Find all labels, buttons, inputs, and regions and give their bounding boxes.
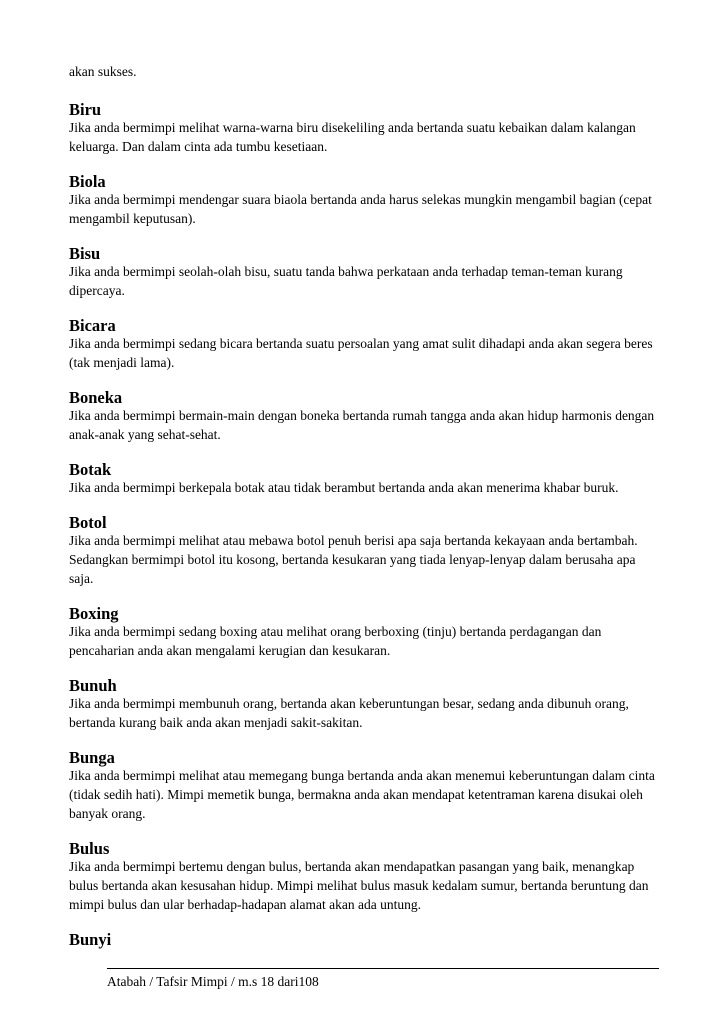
dream-entry: [69, 389, 661, 444]
dream-entry: [69, 749, 661, 823]
entry-title: Bicara: [69, 316, 116, 335]
entry-title: Botol: [69, 513, 107, 532]
entry-title: Bulus: [69, 839, 110, 858]
dream-entry: [69, 840, 661, 914]
intro-text: akan sukses.: [69, 64, 137, 79]
footer-text: Atabah / Tafsir Mimpi / m.s 18 dari108: [107, 974, 319, 989]
entry-title: Boneka: [69, 388, 123, 407]
entry-body: Jika anda bermimpi sedang bicara bertanda suatu persoalan yang amat sulit dihadapi anda akan segera beres (tak menjadi lama).: [69, 336, 653, 370]
entry-title: Biru: [69, 100, 102, 119]
entry-body: Jika anda bermimpi sedang boxing atau melihat orang berboxing (tinju) bertanda perdagangan dan pencaharian anda akan mengalami kerugian dan kesukaran.: [69, 624, 602, 658]
page-footer: [107, 958, 659, 991]
entry-body: Jika anda bermimpi berkepala botak atau tidak berambut bertanda anda akan menerima khabar buruk.: [69, 480, 619, 495]
entry-body: Jika anda bermimpi mendengar suara biaola bertanda anda harus selekas mungkin mengambil bagian (cepat mengambil keputusan).: [69, 192, 652, 226]
entry-body: Jika anda bermimpi melihat atau mebawa botol penuh berisi apa saja bertanda kekayaan anda bertambah. Sedangkan bermimpi botol itu kosong, bertanda kesukaran yang tiada lenyap-lenyap dalam berusaha apa saja.: [69, 533, 638, 586]
page-content: [69, 62, 661, 965]
dream-entry: [69, 605, 661, 660]
dream-entry: [69, 317, 661, 372]
entry-body: Jika anda bermimpi bermain-main dengan boneka bertanda rumah tangga anda akan hidup harmonis dengan anak-anak yang sehat-sehat.: [69, 408, 655, 442]
entry-title: Bisu: [69, 244, 101, 263]
dream-entry: [69, 514, 661, 588]
dream-entry: [69, 173, 661, 228]
entry-body: Jika anda bermimpi melihat warna-warna biru disekeliling anda bertanda suatu kebaikan dalam kalangan keluarga. Dan dalam cinta ada tumbu kesetiaan.: [69, 120, 636, 154]
entry-body: Jika anda bermimpi bertemu dengan bulus, bertanda akan mendapatkan pasangan yang baik, menangkap bulus bertanda akan kesusahan hidup. Mimpi melihat bulus masuk kedalam sumur, bertanda beruntung dan mimpi bulus dan ular berhadap-hadapan alamat akan ada untung.: [69, 859, 649, 912]
entry-title: Biola: [69, 172, 106, 191]
dream-entry: [69, 677, 661, 732]
entry-title: Botak: [69, 460, 112, 479]
entry-body: Jika anda bermimpi melihat atau memegang bunga bertanda anda akan menemui keberuntungan dalam cinta (tidak sedih hati). Mimpi memetik bunga, bermakna anda akan mendapat ketentraman karena disukai oleh banyak orang.: [69, 768, 655, 821]
entry-title: Bunuh: [69, 676, 117, 695]
footer-divider: [107, 968, 659, 969]
entry-title: Bunga: [69, 748, 115, 767]
entry-body: Jika anda bermimpi membunuh orang, bertanda akan keberuntungan besar, sedang anda dibunuh orang, bertanda kurang baik anda akan menjadi sakit-sakitan.: [69, 696, 629, 730]
entry-title: Bunyi: [69, 930, 112, 949]
dream-entry: [69, 461, 661, 497]
dream-entry: [69, 101, 661, 156]
entry-title: Boxing: [69, 604, 119, 623]
dream-entry: [69, 931, 661, 948]
dream-entry: [69, 245, 661, 300]
entry-body: Jika anda bermimpi seolah-olah bisu, suatu tanda bahwa perkataan anda terhadap teman-teman kurang dipercaya.: [69, 264, 623, 298]
